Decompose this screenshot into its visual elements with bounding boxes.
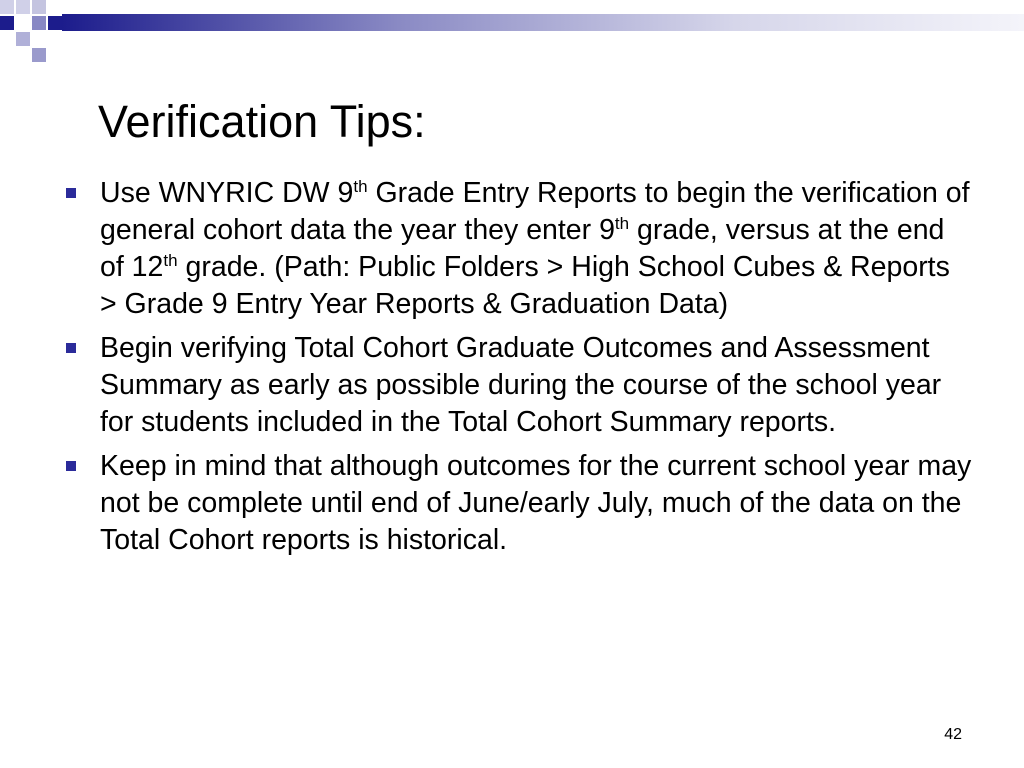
header-square (32, 0, 46, 14)
header-square (16, 16, 30, 30)
header-gradient-band (62, 14, 1024, 31)
square-bullet-icon (66, 343, 76, 353)
bullet-item: Use WNYRIC DW 9th Grade Entry Reports to begin the verification of general cohort data the year they enter 9th grade, versus at the end of 12th grade. (Path: Public Folders > High School Cubes & Reports > Grade 9 Entry Year Reports & Graduation Data) (62, 175, 972, 323)
header-square (32, 32, 46, 46)
header-square (16, 32, 30, 46)
square-bullet-icon (66, 461, 76, 471)
header-square (48, 16, 62, 30)
bullet-item: Keep in mind that although outcomes for the current school year may not be complete until end of June/early July, much of the data on the Total Cohort reports is historical. (62, 448, 972, 559)
header-decoration (0, 0, 1024, 70)
header-square (32, 48, 46, 62)
header-square (48, 0, 62, 14)
slide-number: 42 (944, 726, 962, 743)
bullet-list (62, 175, 972, 566)
header-square (0, 32, 14, 46)
slide-title: Verification Tips: (98, 96, 426, 147)
header-square (0, 0, 14, 14)
header-square (16, 0, 30, 14)
bullet-item: Begin verifying Total Cohort Graduate Outcomes and Assessment Summary as early as possible during the course of the school year for students included in the Total Cohort Summary reports. (62, 330, 972, 441)
header-square (32, 16, 46, 30)
square-bullet-icon (66, 188, 76, 198)
header-square (0, 16, 14, 30)
